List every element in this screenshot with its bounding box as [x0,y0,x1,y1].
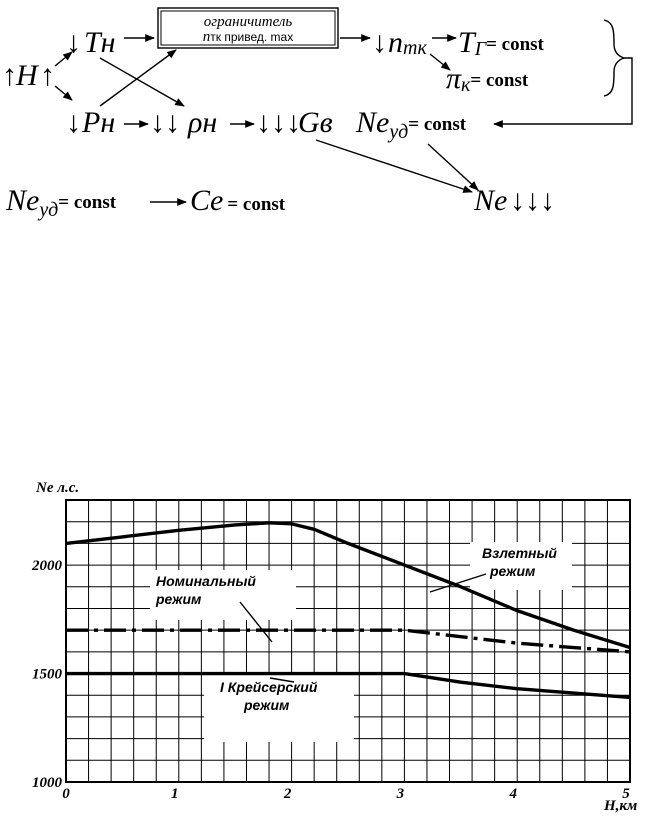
x-tick-label: 0 [62,786,70,802]
rho-down-arrows: ↓↓ [150,106,180,139]
annotation-takeoff-line2: режим [490,563,536,579]
gv-down-arrows: ↓↓↓ [256,106,301,139]
ntk-symbol: nтк [388,26,427,59]
annotation-nominal-line1: Номинальный [156,573,256,589]
annotation-nominal-line2: режим [156,591,202,607]
h-symbol: H [16,59,38,92]
limiter-title: ограничитель [203,14,293,30]
right-brace [604,20,624,96]
tn-down-arrow: ↓ [66,26,81,59]
ne-down-arrows: ↓↓↓ [510,184,555,217]
h-up-arrow-left: ↑ [2,59,17,92]
ce-const-label: Ce = const [190,184,286,217]
arrow-tn-to-rhon [100,58,184,106]
ntk-down-arrows: ↓ [372,26,387,59]
annotation-cruise-line2: режим [244,697,290,713]
arrow-h-to-pn [55,86,72,100]
x-tick-label: 2 [283,786,292,802]
neud-const-label-upper: Neуд= const [356,106,467,143]
arrow-neud-to-ne [428,144,478,190]
altitude-characteristic-scheme [0,0,649,240]
tn-symbol: Tн [84,26,116,59]
y-axis-label: Ne л.с. [36,480,80,496]
annotation-cruise-line1: I Крейсерский [220,679,318,695]
pik-const-label: πк= const [446,62,529,96]
limiter-box [158,8,338,48]
x-tick-label: 1 [171,786,179,802]
x-axis-label: H,км [604,798,638,814]
pn-symbol: Pн [82,106,116,139]
power-vs-altitude-chart [0,470,649,818]
y-tick-label: 1500 [32,666,62,683]
x-tick-label: 4 [509,786,517,802]
limiter-subtitle: nтк привед. max [202,29,294,45]
tg-const-label: TГ= const [458,26,544,60]
ne-symbol: Ne [474,184,508,217]
y-tick-label: 1000 [32,775,62,791]
y-tick-label: 2000 [32,558,62,575]
x-tick-label: 3 [396,786,405,802]
annotation-takeoff-line1: Взлетный [482,545,557,561]
arrow-gv-to-ne [316,140,472,192]
h-up-arrow-right: ↑ [40,59,55,92]
rhon-symbol: ρн [188,106,218,139]
pn-down-arrow: ↓ [66,106,81,139]
series-nominal-line [66,630,630,652]
neud-const-label-lower: Neуд= const [6,184,117,221]
x-tick-label: 5 [622,786,630,802]
gv-symbol: Gв [298,106,333,139]
